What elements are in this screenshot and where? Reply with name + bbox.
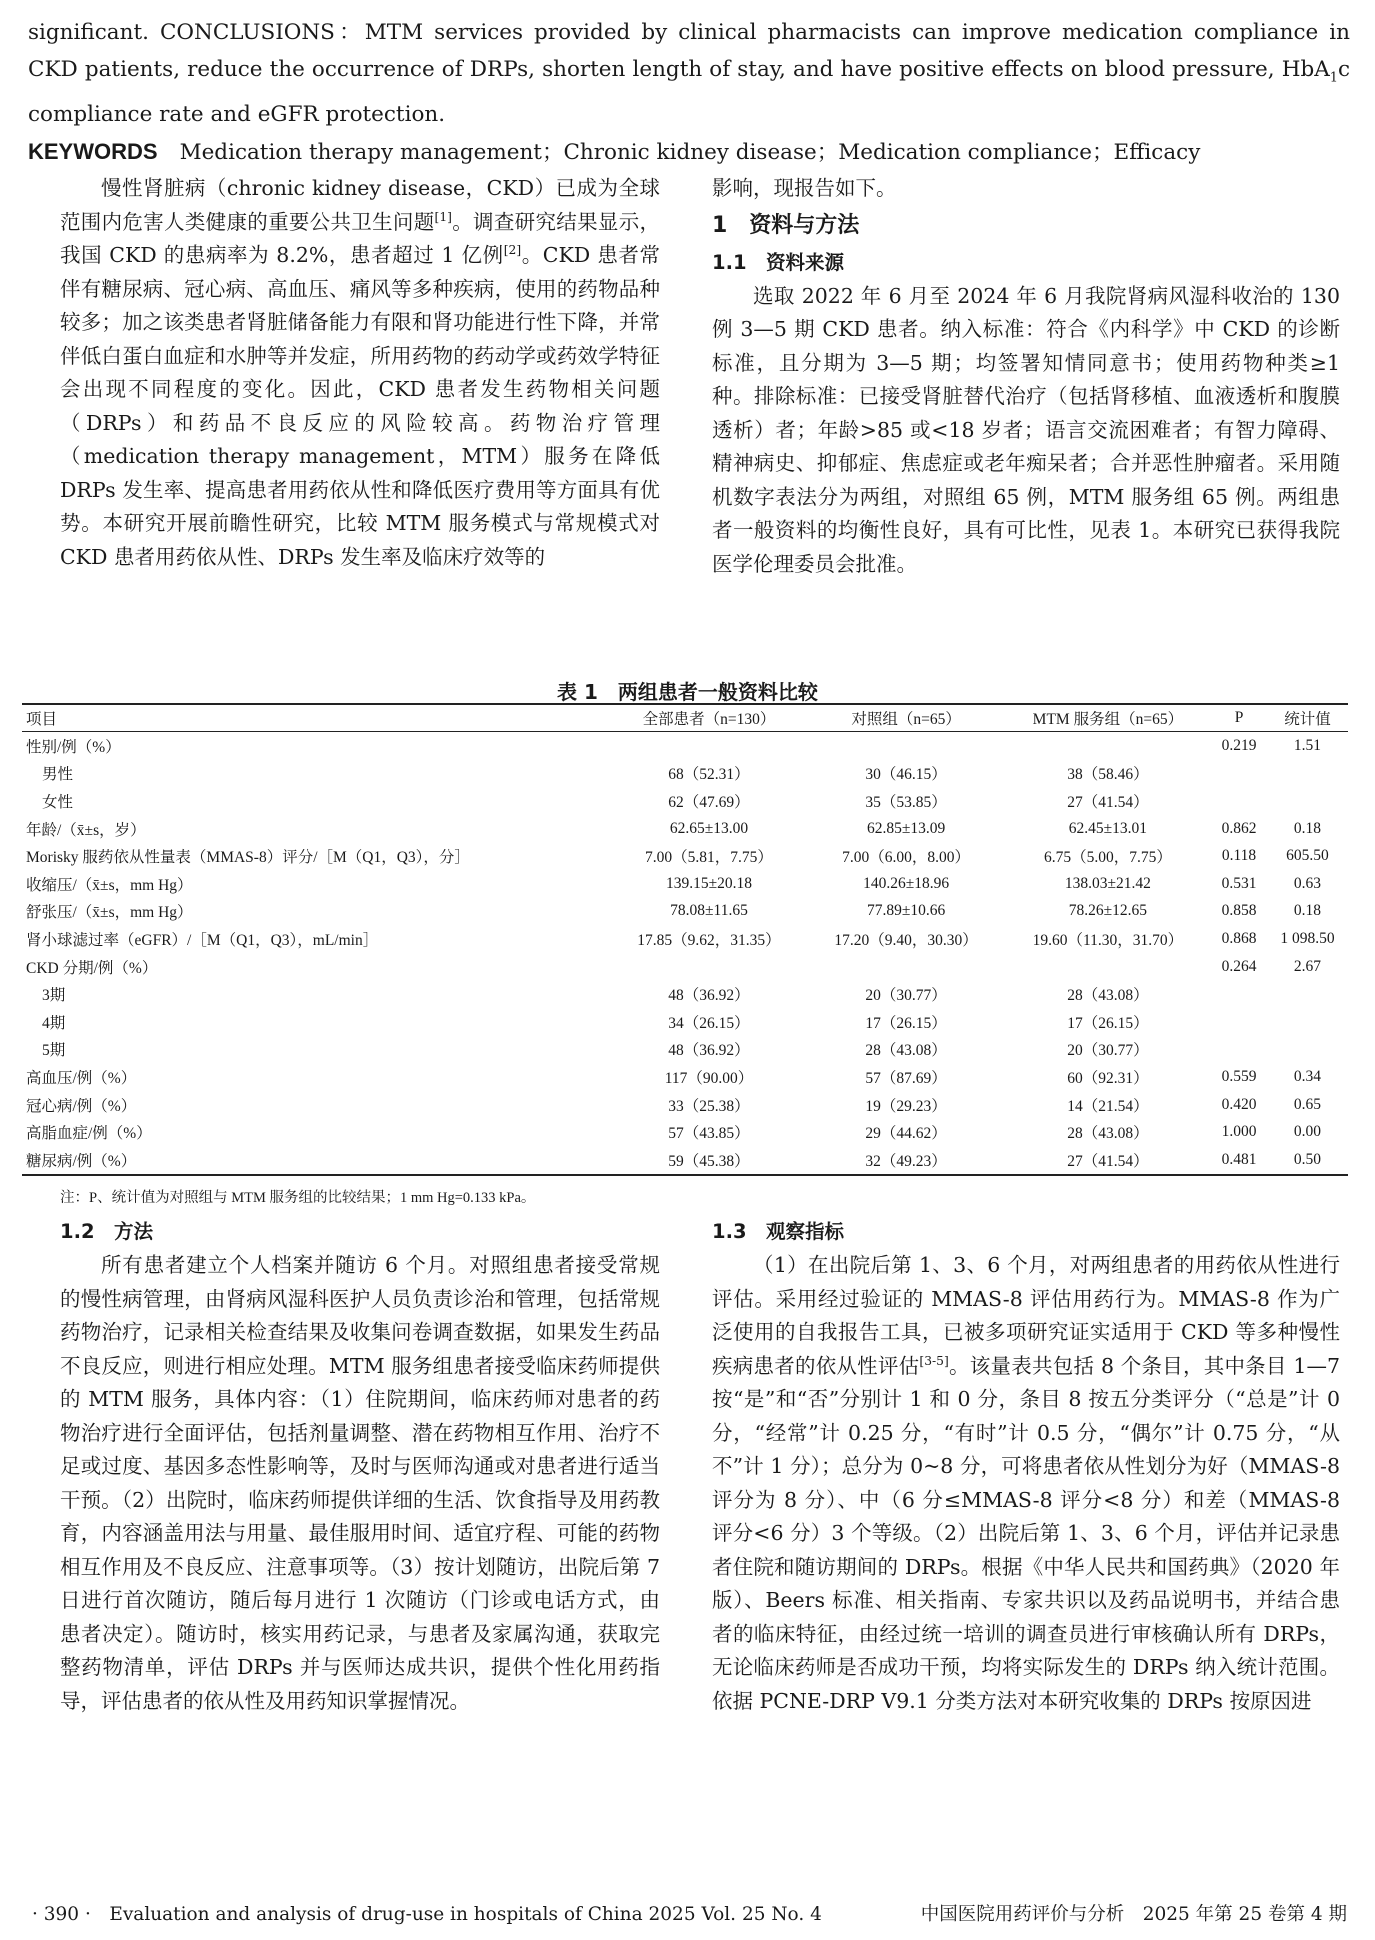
table-cell: 2.67 <box>1293 957 1322 975</box>
abstract-conclusions: significant. CONCLUSIONS：MTM services provided by clinical pharmacists can improve medication compliance in CKD patients, reduce the occurrence of DRPs, shorten length of stay, and have positive effects on blood pressure, HbA$_1$c compliance rate and eGFR protection. <box>28 20 1350 128</box>
table-cell: 68（52.31） <box>668 766 750 784</box>
table-cell <box>1267 760 1348 788</box>
table-header: P <box>1211 704 1267 732</box>
table-cell <box>1211 980 1267 1008</box>
table-cell: 117（90.00） <box>664 1069 754 1087</box>
table-cell: 17.85（9.62，31.35） <box>637 931 781 949</box>
table-cell: 0.50 <box>1267 1146 1348 1175</box>
row-label: 糖尿病/例（%） <box>22 1146 610 1175</box>
table-row <box>22 1036 1348 1064</box>
section-heading-1-2: 1.2 方法 <box>60 1220 154 1243</box>
section-heading-1-1: 1.1 资料来源 <box>712 250 845 274</box>
row-label: 3期 <box>42 987 66 1005</box>
table-cell: 0.264 <box>1221 957 1257 975</box>
table-cell <box>1211 760 1267 788</box>
table-header-row <box>22 704 1348 732</box>
table-cell: 19（29.23） <box>865 1097 947 1115</box>
table-cell: 27（41.54） <box>1005 1146 1211 1175</box>
table-row <box>22 760 1348 788</box>
table-cell: 78.26±12.65 <box>1068 902 1148 920</box>
table-row <box>22 1063 1348 1091</box>
row-label: 肾小球滤过率（eGFR）/［M（Q1，Q3），mL/min］ <box>26 931 379 949</box>
table-cell <box>1211 1036 1267 1064</box>
table-note: 注：P、统计值为对照组与 MTM 服务组的比较结果；1 mm Hg=0.133 kPa。 <box>60 1190 536 1206</box>
table-cell: 0.65 <box>1293 1095 1322 1113</box>
table-cell: 57（43.85） <box>668 1125 750 1143</box>
table-cell: 0.63 <box>1293 874 1322 892</box>
table-cell: 17（26.15） <box>865 1014 947 1032</box>
row-label: Morisky 服药依从性量表（MMAS-8）评分/［M（Q1，Q3），分］ <box>26 849 470 867</box>
table-cell: 0.481 <box>1211 1146 1267 1175</box>
row-label: 男性 <box>42 766 74 784</box>
table-row <box>22 815 1348 843</box>
table-header: 项目 <box>22 704 610 732</box>
table-cell <box>610 732 807 760</box>
table-cell <box>1267 787 1348 815</box>
table-cell: 0.00 <box>1293 1123 1322 1141</box>
materials-paragraph: 选取 2022 年 6 月至 2024 年 6 月我院肾病风湿科收治的 130 例 3—5 期 CKD 患者。纳入标准：符合《内科学》中 CKD 的诊断标准，且分期为 3—5 期；均签署知情同意书；使用药物种类≥1 种。排除标准：已接受肾脏替代治疗（包括肾移植、血液透析和腹膜透析）者；年龄>85 或<18 岁者；语言交流困难者；有智力障碍、精神病史、抑郁症、焦虑症或老年痴呆者；合并恶性肿瘤者。采用随机数字表法分为两组，对照组 65 例，MTM 服务组 65 例。两组患者一般资料的均衡性良好，具有可比性，见表 1。本研究已获得我院医学伦理委员会批准。 <box>712 283 1340 576</box>
table-cell <box>1267 1008 1348 1036</box>
observation-paragraph: （1）在出院后第 1、3、6 个月，对两组患者的用药依从性进行评估。采用经过验证的 MMAS-8 评估用药行为。MMAS-8 作为广泛使用的自我报告工具，已被多项研究证实适用于 CKD 等多种慢性疾病患者的依从性评估[3-5]。该量表共包括 8 个条目，其中条目 1—7 按“是”和“否”分别计 1 和 0 分，条目 8 按五分类评分（“总是”计 0 分，“经常”计 0.25 分，“有时”计 0.5 分，“偶尔”计 0.75 分，“从不”计 1 分）；总分为 0~8 分，可将患者依从性划分为好（MMAS-8 评分为 8 分）、中（6 分≤MMAS-8 评分<8 分）和差（MMAS-8 评分<6 分）3 个等级。（2）出院后第 1、3、6 个月，评估并记录患者住院和随访期间的 DRPs。根据《中华人民共和国药典》（2020 年版）、Beers 标准、相关指南、专家共识以及药品说明书，并结合患者的临床特征，由经过统一培训的调查员进行审核确认所有 DRPs，无论临床药师是否成功干预，均将实际发生的 DRPs 纳入统计范围。依据 PCNE-DRP V9.1 分类方法对本研究收集的 DRPs 按原因进 <box>712 1253 1340 1713</box>
table-cell <box>1005 953 1211 981</box>
table-cell: 0.531 <box>1221 874 1257 892</box>
table-cell: 62.85±13.09 <box>866 819 946 837</box>
table-cell: 1.000 <box>1221 1123 1257 1141</box>
table-cell: 17（26.15） <box>1067 1014 1149 1032</box>
section-heading-1: 1 资料与方法 <box>712 212 860 238</box>
row-label: 高血压/例（%） <box>26 1069 137 1087</box>
table-cell: 28（43.08） <box>865 1042 947 1060</box>
table-cell: 62.45±13.01 <box>1068 819 1148 837</box>
table-row <box>22 1091 1348 1119</box>
row-label: 收缩压/（x̄±s，mm Hg） <box>26 876 193 894</box>
table-cell: 33（25.38） <box>668 1097 750 1115</box>
table-title: 表 1 两组患者一般资料比较 <box>557 680 818 704</box>
general-data-table <box>22 703 1348 1176</box>
table-cell: 0.559 <box>1221 1067 1257 1085</box>
table-cell: 0.34 <box>1293 1067 1322 1085</box>
table-cell: 30（46.15） <box>865 766 947 784</box>
table-cell: 139.15±20.18 <box>665 874 752 892</box>
row-label: 女性 <box>42 793 74 811</box>
abstract-section <box>28 14 1350 171</box>
table-cell: 29（44.62） <box>865 1125 947 1143</box>
table-row <box>22 1118 1348 1146</box>
methods-column <box>60 1215 660 1718</box>
table-row <box>22 732 1348 760</box>
row-label: 冠心病/例（%） <box>26 1097 137 1115</box>
table-cell: 14（21.54） <box>1067 1097 1149 1115</box>
subscript: 1 <box>1329 70 1338 86</box>
table-header: MTM 服务组（n=65） <box>1005 704 1211 732</box>
keywords-text: Medication therapy management；Chronic kidney disease；Medication compliance；Efficacy <box>179 140 1201 166</box>
table-cell: 0.118 <box>1221 847 1257 865</box>
table-cell: 77.89±10.66 <box>866 902 946 920</box>
table-cell: 19.60（11.30，31.70） <box>1032 931 1184 949</box>
row-label: 高脂血症/例（%） <box>26 1125 152 1143</box>
table-cell: 57（87.69） <box>865 1069 947 1087</box>
keywords-line <box>28 133 1350 171</box>
observation-column <box>712 1215 1340 1718</box>
table-row <box>22 842 1348 870</box>
row-label: 舒张压/（x̄±s，mm Hg） <box>26 904 193 922</box>
table-cell: 48（36.92） <box>668 1042 750 1060</box>
row-label: 5期 <box>42 1042 66 1060</box>
table-cell: 0.219 <box>1221 736 1257 754</box>
table-cell <box>808 953 1005 981</box>
intro-continuation: 影响，现报告如下。 <box>712 176 897 200</box>
table-row <box>22 787 1348 815</box>
table-cell: 62.65±13.00 <box>669 819 749 837</box>
table-cell: 78.08±11.65 <box>670 902 748 920</box>
table-cell: 34（26.15） <box>668 1014 750 1032</box>
table-cell: 7.00（6.00，8.00） <box>842 849 971 867</box>
table-cell: 7.00（5.81，7.75） <box>645 849 773 867</box>
table-cell: 28（43.08） <box>1067 987 1149 1005</box>
table-cell <box>1211 1008 1267 1036</box>
methods-paragraph: 所有患者建立个人档案并随访 6 个月。对照组患者接受常规的慢性病管理，由肾病风湿科医护人员负责诊治和管理，包括常规药物治疗，记录相关检查结果及收集问卷调查数据，如果发生药品不良反应，则进行相应处理。MTM 服务组患者接受临床药师提供的 MTM 服务，具体内容：（1）住院期间，临床药师对患者的药物治疗进行全面评估，包括剂量调整、潜在药物相互作用、治疗不足或过度、基因多态性影响等，及时与医师沟通或对患者进行适当干预。（2）出院时，临床药师提供详细的生活、饮食指导及用药教育，内容涵盖用法与用量、最佳服用时间、适宜疗程、可能的药物相互作用及不良反应、注意事项等。（3）按计划随访，出院后第 7 日进行首次随访，随后每月进行 1 次随访（门诊或电话方式，由患者决定）。随访时，核实用药记录，与患者及家属沟通，获取完整药物清单，评估 DRPs 并与医师达成共识，提供个性化用药指导，评估患者的依从性及用药知识掌握情况。 <box>60 1253 660 1713</box>
table-cell: 0.18 <box>1293 902 1322 920</box>
table-cell: 38（58.46） <box>1067 766 1149 784</box>
table-cell: 35（53.85） <box>865 793 947 811</box>
table-cell: 32（49.23） <box>808 1146 1005 1175</box>
footer-journal-cn: 中国医院用药评价与分析 2025 年第 25 卷第 4 期 <box>920 1904 1347 1925</box>
row-label: CKD 分期/例（%） <box>26 959 158 977</box>
table-cell: 0.420 <box>1221 1095 1257 1113</box>
keywords-label: KEYWORDS <box>28 139 158 165</box>
table-cell <box>1267 980 1348 1008</box>
row-label: 性别/例（%） <box>26 738 121 756</box>
table-cell: 28（43.08） <box>1067 1125 1149 1143</box>
table-row <box>22 925 1348 953</box>
table-header: 全部患者（n=130） <box>610 704 807 732</box>
table-cell: 0.862 <box>1221 819 1257 837</box>
table-cell <box>1211 787 1267 815</box>
table-row <box>22 980 1348 1008</box>
table-row <box>22 870 1348 898</box>
table-cell: 48（36.92） <box>668 987 750 1005</box>
table-cell: 62（47.69） <box>668 793 750 811</box>
table-cell <box>1267 1036 1348 1064</box>
intro-paragraph: 慢性肾脏病（chronic kidney disease，CKD）已成为全球范围内危害人类健康的重要公共卫生问题[1]。调查研究结果显示，我国 CKD 的患病率为 8.2%，患者超过 1 亿例[2]。CKD 患者常伴有糖尿病、冠心病、高血压、痛风等多种疾病，使用的药物品种较多；加之该类患者肾脏储备能力有限和肾功能进行性下降，并常伴低白蛋白血症和水肿等并发症，所用药物的药动学或药效学特征会出现不同程度的变化。因此，CKD 患者发生药物相关问题（DRPs）和药品不良反应的风险较高。药物治疗管理（medication therapy management，MTM）服务在降低 DRPs 发生率、提高患者用药依从性和降低医疗费用等方面具有优势。本研究开展前瞻性研究，比较 MTM 服务模式与常规模式对 CKD 患者用药依从性、DRPs 发生率及临床疗效等的 <box>60 176 661 569</box>
row-label: 4期 <box>42 1014 66 1032</box>
table-cell: 605.50 <box>1286 847 1329 865</box>
table-row <box>22 1008 1348 1036</box>
row-label: 年龄/（x̄±s，岁） <box>26 821 146 839</box>
table-cell: 59（45.38） <box>610 1146 807 1175</box>
table-cell: 20（30.77） <box>865 987 947 1005</box>
table-cell: 0.868 <box>1221 929 1257 947</box>
table-cell: 1 098.50 <box>1280 929 1335 947</box>
table-cell: 138.03±21.42 <box>1064 874 1151 892</box>
table-cell <box>1005 732 1211 760</box>
section-heading-1-3: 1.3 观察指标 <box>712 1220 845 1243</box>
materials-column <box>712 172 1340 581</box>
table-header: 统计值 <box>1267 704 1348 732</box>
footer-journal-en: · 390 · Evaluation and analysis of drug-use in hospitals of China 2025 Vol. 25 No. 4 <box>32 1904 822 1925</box>
table-cell: 140.26±18.96 <box>863 874 950 892</box>
table-cell: 6.75（5.00，7.75） <box>1043 849 1172 867</box>
table-row <box>22 898 1348 926</box>
table-row <box>22 1146 1348 1175</box>
table-cell: 27（41.54） <box>1067 793 1149 811</box>
intro-column <box>60 172 660 574</box>
table-cell: 17.20（9.40，30.30） <box>834 931 978 949</box>
table-cell: 0.18 <box>1293 819 1322 837</box>
table-cell: 20（30.77） <box>1067 1042 1149 1060</box>
table-cell: 0.858 <box>1221 902 1257 920</box>
table-cell <box>808 732 1005 760</box>
table-row <box>22 953 1348 981</box>
table-cell: 60（92.31） <box>1067 1069 1149 1087</box>
table-cell: 1.51 <box>1293 736 1322 754</box>
table-header: 对照组（n=65） <box>808 704 1005 732</box>
table-cell <box>610 953 807 981</box>
